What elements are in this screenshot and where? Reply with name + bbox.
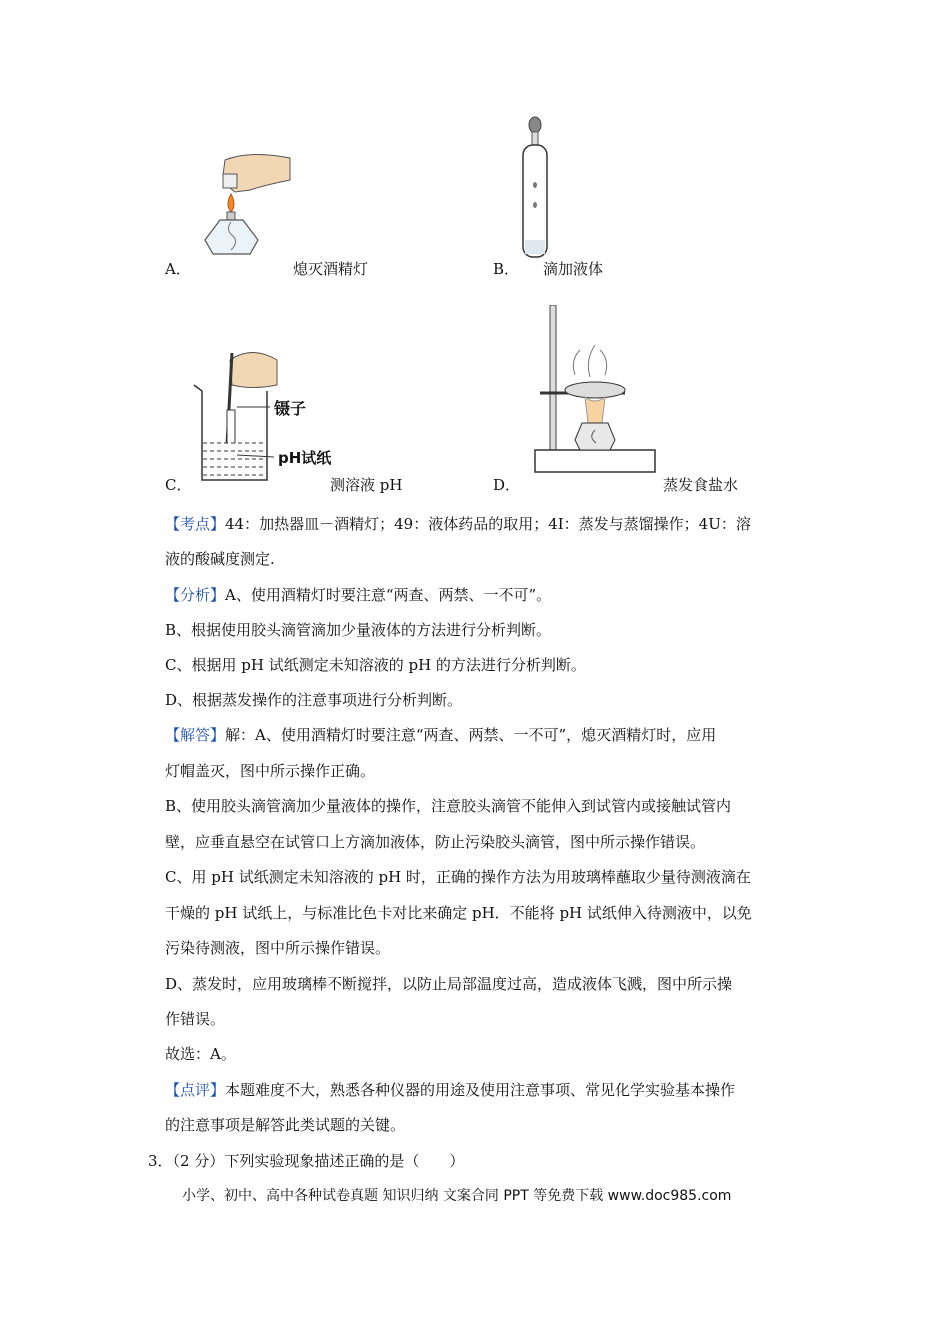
jieda-line-5: C、用 pH 试纸测定未知溶液的 pH 时，正确的操作方法为用玻璃棒蘸取少量待测液滴在 [165, 868, 751, 886]
option-c-letter: C． [165, 476, 192, 494]
kaodian-line-2: 液的酸碱度测定. [165, 550, 275, 568]
jieda-text-1: 解：A、使用酒精灯时要注意“两查、两禁、一不可”，熄灭酒精灯时，应用 [225, 726, 717, 744]
option-b-letter: B． [493, 260, 520, 278]
jieda-line-6: 干燥的 pH 试纸上，与标准比色卡对比来确定 pH．不能将 pH 试纸伸入待测液中，以免 [165, 904, 752, 922]
kaodian-line-1 [165, 513, 805, 535]
option-a-caption: 熄灭酒精灯 [293, 260, 369, 278]
dropper-test-tube-figure [515, 115, 555, 260]
dianping-line-1 [165, 1079, 805, 1101]
option-d-caption: 蒸发食盐水 [663, 476, 739, 494]
fenxi-text-1: A、使用酒精灯时要注意“两查、两禁、一不可”。 [225, 586, 552, 604]
jieda-tag: 【解答】 [165, 726, 226, 744]
fenxi-line-2: B、根据使用胶头滴管滴加少量液体的方法进行分析判断。 [165, 621, 552, 639]
fenxi-tag: 【分析】 [165, 586, 226, 604]
question-3: 3．（2 分）下列实验现象描述正确的是（ ） [148, 1152, 465, 1170]
fenxi-line-4: D、根据蒸发操作的注意事项进行分析判断。 [165, 691, 463, 709]
tweezers-label: 镊子 [274, 399, 307, 418]
dianping-tag: 【点评】 [165, 1081, 226, 1099]
option-b-caption: 滴加液体 [543, 260, 604, 278]
dianping-text-1: 本题难度不大，熟悉各种仪器的用途及使用注意事项、常见化学实验基本操作 [225, 1081, 736, 1099]
evaporation-setup-figure [530, 305, 660, 480]
dianping-line-2: 的注意事项是解答此类试题的关键。 [165, 1116, 406, 1134]
option-d-letter: D． [493, 476, 521, 494]
option-c-caption: 测溶液 pH [330, 476, 403, 494]
option-a-letter: A． [165, 260, 191, 278]
jieda-line-3: B、使用胶头滴管滴加少量液体的操作，注意胶头滴管不能伸入到试管内或接触试管内 [165, 797, 732, 815]
ph-paper-label: pH试纸 [278, 449, 332, 467]
kaodian-tag: 【考点】 [165, 515, 226, 533]
kaodian-text-1: 44：加热器皿－酒精灯；49：液体药品的取用；4I：蒸发与蒸馏操作；4U：溶 [225, 515, 751, 533]
jieda-line-7: 污染待测液，图中所示操作错误。 [165, 939, 391, 957]
alcohol-lamp-figure [195, 150, 295, 260]
jieda-line-4: 壁，应垂直悬空在试管口上方滴加液体，防止污染胶头滴管，图中所示操作错误。 [165, 833, 706, 851]
fenxi-line-1 [165, 584, 805, 606]
jieda-line-2: 灯帽盖灭，图中所示操作正确。 [165, 762, 376, 780]
jieda-line-9: 作错误。 [165, 1010, 226, 1028]
jieda-line-8: D、蒸发时，应用玻璃棒不断搅拌，以防止局部温度过高，造成液体飞溅，图中所示操 [165, 975, 733, 993]
page-footer: 小学、初中、高中各种试卷真题 知识归纳 文案合同 PPT 等免费下载 www.doc985.com [182, 1188, 732, 1204]
jieda-line-1 [165, 724, 805, 746]
jieda-line-10: 故选：A。 [165, 1045, 236, 1063]
fenxi-line-3: C、根据用 pH 试纸测定未知溶液的 pH 的方法进行分析判断。 [165, 656, 586, 674]
